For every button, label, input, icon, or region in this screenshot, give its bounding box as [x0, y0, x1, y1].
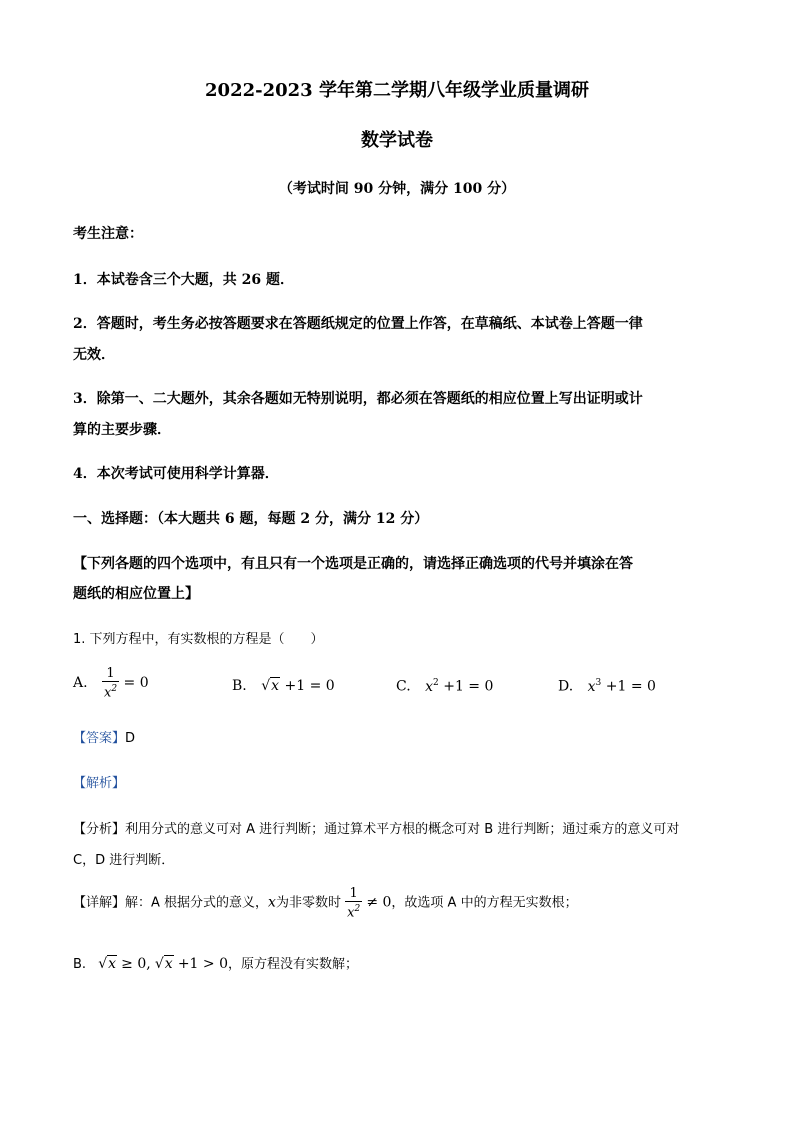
option-a-label: A. [73, 675, 88, 692]
answer-value: D [125, 731, 136, 746]
option-a-rest: = 0 [123, 675, 149, 692]
fenxi-line-1 [73, 818, 679, 837]
fenxi-line-2: C，D 进行判断． [73, 853, 175, 868]
notes-heading: 考生注意： [73, 226, 143, 242]
option-a-fraction [102, 666, 119, 700]
analysis-tag-text: 【解析】 [73, 776, 126, 791]
question-1-stem: 1. 下列方程中，有实数根的方程是（ ） [73, 632, 324, 647]
option-c-exponent: 2 [433, 678, 439, 688]
xiangjie-tag: 【详解】 [73, 895, 126, 911]
option-a [73, 666, 149, 700]
note-item-1: 1．本试卷含三个大题，共 26 题． [73, 272, 294, 288]
xiangjie-neq: ≠ 0 [366, 894, 392, 911]
xiangjie-line [73, 886, 578, 920]
xiangjie-fraction [345, 886, 362, 920]
line-b-label: B. [73, 957, 87, 972]
section-1-instruction-line-1: 【下列各题的四个选项中，有且只有一个选项是正确的，请选择正确选项的代号并填涂在答 [73, 556, 633, 572]
option-b-rest: +1 = 0 [284, 678, 335, 694]
line-b-post: ，原方程没有实数解； [228, 957, 359, 972]
line-b-expr-2: +1 > 0 [177, 956, 229, 972]
option-d-var: x [587, 678, 596, 695]
xiangjie-pre: 解：A 根据分式的意义， [125, 895, 269, 911]
option-c-label: C. [396, 678, 411, 695]
note-item-3-line-2: 算的主要步骤． [73, 422, 171, 438]
option-a-exponent: 2 [111, 684, 118, 694]
xiangjie-mid: 为非零数时 [275, 895, 341, 911]
option-d-rest: +1 = 0 [605, 678, 656, 695]
option-b-sqrt [270, 678, 280, 694]
exam-info: （考试时间 90 分钟，满分 100 分） [278, 181, 516, 197]
fenxi-tag: 【分析】 [73, 822, 126, 837]
note-item-4: 4．本次考试可使用科学计算器． [73, 466, 279, 482]
exam-title: 2022-2023 学年第二学期八年级学业质量调研 [205, 80, 589, 101]
option-a-den-var: x [104, 685, 112, 701]
option-c-var: x [425, 678, 434, 695]
xiangjie-denominator [345, 901, 362, 920]
section-1-heading: 一、选择题：（本大题共 6 题，每题 2 分，满分 12 分） [73, 511, 429, 527]
answer-line [73, 727, 135, 746]
line-b: B. √x ≥ 0, √x +1 > 0，原方程没有实数解； [73, 956, 359, 972]
note-item-3-line-1: 3．除第一、二大题外，其余各题如无特别说明，都必须在答题纸的相应位置上写出证明或计 [73, 391, 643, 407]
xiangjie-exponent: 2 [354, 904, 361, 914]
analysis-tag [73, 772, 125, 791]
note-item-2-line-2: 无效． [73, 347, 115, 363]
option-b: B. √x +1 = 0 [232, 678, 335, 694]
option-c-rest: +1 = 0 [443, 678, 494, 695]
xiangjie-numerator: 1 [349, 886, 358, 901]
option-c [396, 678, 493, 695]
option-d-label: D. [558, 678, 574, 695]
section-1-instruction-line-2: 题纸的相应位置上】 [73, 586, 199, 602]
option-d [558, 678, 656, 695]
option-a-numerator: 1 [106, 666, 115, 681]
fenxi-text-1: 利用分式的意义可对 A 进行判断；通过算术平方根的概念可对 B 进行判断；通过乘方的意义可对 [125, 822, 680, 837]
option-a-denominator [102, 681, 119, 700]
note-item-2-line-1: 2．答题时，考生务必按答题要求在答题纸规定的位置上作答，在草稿纸、本试卷上答题一律 [73, 316, 643, 332]
option-b-label: B. [232, 678, 247, 694]
option-b-radicand: x [271, 678, 280, 694]
xiangjie-den-var: x [347, 905, 355, 921]
answer-tag: 【答案】 [73, 731, 126, 746]
option-d-exponent: 3 [595, 678, 602, 688]
line-b-expr: ≥ 0, [121, 956, 151, 972]
xiangjie-post: ，故选项 A 中的方程无实数根； [391, 895, 578, 911]
xiangjie-var: x [268, 894, 276, 911]
subject-title: 数学试卷 [361, 130, 433, 151]
